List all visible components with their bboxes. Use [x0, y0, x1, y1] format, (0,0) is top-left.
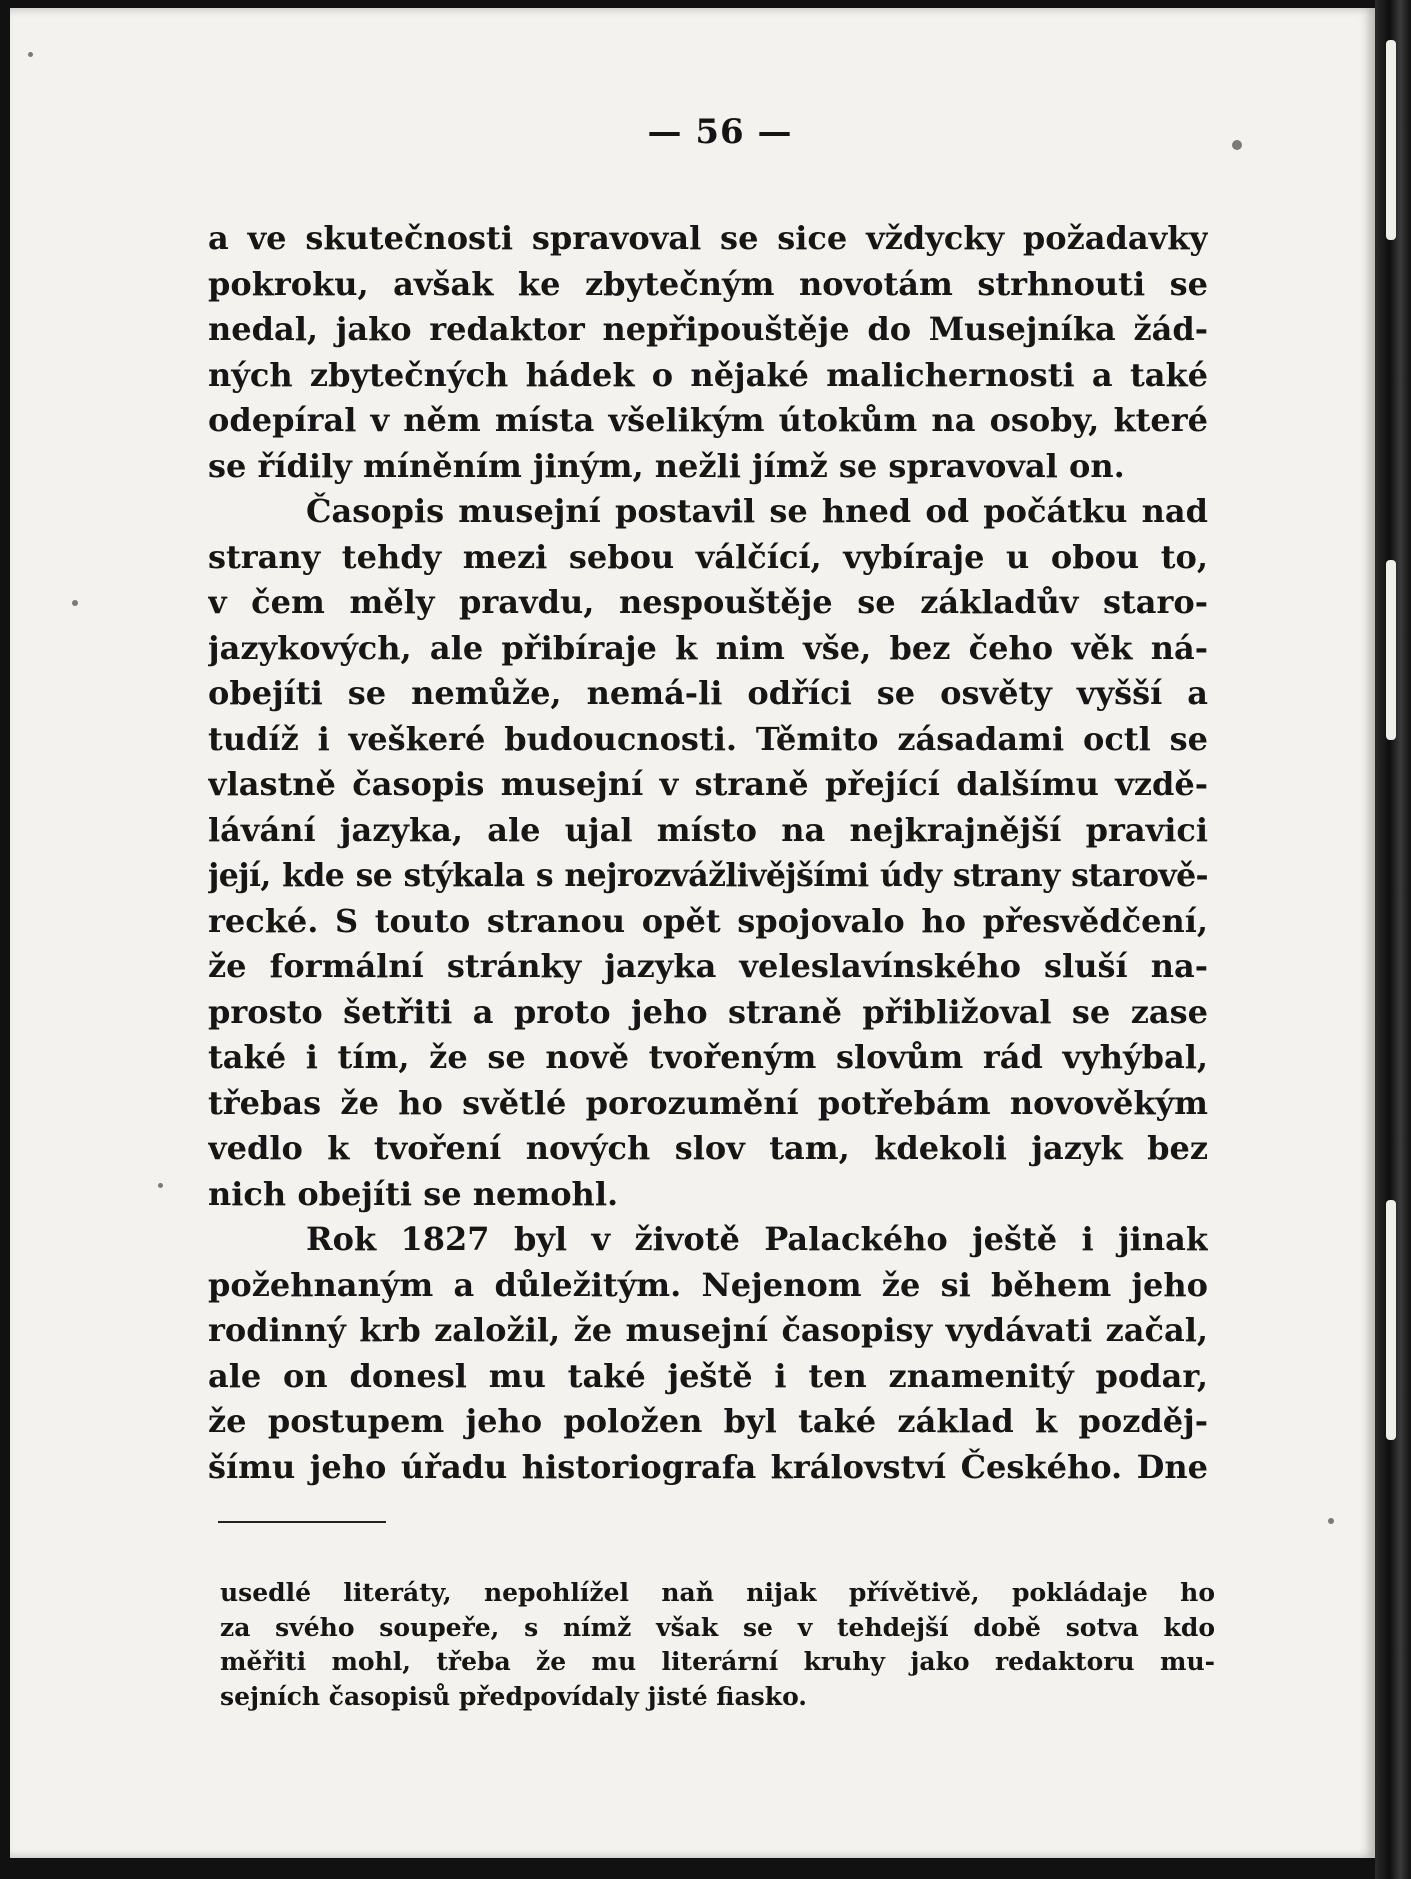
paper-speck: [72, 600, 78, 606]
text-line: odepíral v něm místa všelikým útokům na osoby, které: [208, 401, 1208, 439]
text-line: její, kde se stýkala s nejrozvážlivějšími údy strany starově-: [208, 857, 1208, 894]
body-text: [208, 216, 1208, 1490]
paper-speck: [1328, 1518, 1334, 1524]
text-line: obejíti se nemůže, nemá-li odříci se osvěty vyšší a: [208, 674, 1208, 712]
text-line: Časopis musejní postavil se hned od počátku nad: [306, 492, 1208, 530]
text-line: že formální stránky jazyka veleslavínského sluší na-: [208, 947, 1208, 985]
text-line: strany tehdy mezi sebou válčící, vybíraje u obou to,: [208, 537, 1208, 576]
text-line: lávání jazyka, ale ujal místo na nejkrajnější pravici: [208, 810, 1208, 849]
spine-highlight: [1386, 40, 1396, 240]
text-line: nedal, jako redaktor nepřipouštěje do Musejníka žád-: [208, 310, 1208, 348]
text-line: Rok 1827 byl v životě Palackého ještě i jinak: [306, 1220, 1208, 1258]
text-line: se řídily míněním jiným, nežli jímž se spravoval on.: [208, 446, 1125, 485]
footnote-line: sejních časopisů předpovídaly jisté fiasko.: [220, 1681, 808, 1711]
text-line: recké. S touto stranou opět spojovalo ho přesvědčení,: [208, 901, 1208, 940]
footnote-line: měřiti mohl, třeba že mu literární kruhy jako redaktoru mu-: [220, 1647, 1215, 1676]
text-line: vlastně časopis musejní v straně přející dalšímu vzdě-: [208, 765, 1208, 803]
text-line: požehnaným a důležitým. Nejenom že si během jeho: [208, 1265, 1208, 1304]
book-spine: [1375, 0, 1411, 1879]
footnote-divider: [218, 1521, 386, 1523]
text-line: ale on donesl mu také ještě i ten znamenitý podar,: [208, 1356, 1208, 1395]
text-line: pokroku, avšak ke zbytečným novotám strhnouti se: [208, 264, 1208, 303]
text-line: také i tím, že se nově tvořeným slovům rád vyhýbal,: [208, 1038, 1208, 1076]
spine-highlight: [1386, 560, 1396, 740]
text-line: že postupem jeho položen byl také základ k pozděj-: [208, 1402, 1208, 1440]
text-line: jazykových, ale přibíraje k nim vše, bez čeho věk ná-: [208, 628, 1208, 667]
text-line: ných zbytečných hádek o nějaké malichernosti a také: [208, 355, 1208, 394]
text-line: rodinný krb založil, že musejní časopisy vydávati začal,: [208, 1311, 1208, 1349]
footnote-line: za svého soupeře, s nímž však se v tehdejší době sotva kdo: [220, 1612, 1215, 1642]
page-number: — 56 —: [647, 112, 793, 152]
text-line: tudíž i veškeré budoucnosti. Těmito zásadami octl se: [208, 719, 1208, 758]
text-line: v čem měly pravdu, nespouštěje se základův staro-: [208, 583, 1208, 621]
text-line: třebas že ho světlé porozumění potřebám novověkým: [208, 1083, 1208, 1122]
paper-speck: [158, 1183, 163, 1188]
text-line: šímu jeho úřadu historiografa království Českého. Dne: [208, 1447, 1208, 1486]
footnote-line: usedlé literáty, nepohlížel naň nijak přívětivě, pokládaje ho: [220, 1578, 1215, 1607]
paper-speck: [1232, 140, 1242, 150]
footnote: [220, 1576, 1215, 1714]
paper-speck: [28, 52, 33, 57]
text-line: nich obejíti se nemohl.: [208, 1174, 619, 1213]
text-line: prosto šetřiti a proto jeho straně přibližoval se zase: [208, 992, 1208, 1031]
text-line: a ve skutečnosti spravoval se sice vždycky požadavky: [208, 219, 1208, 257]
spine-highlight: [1386, 1200, 1396, 1440]
text-line: vedlo k tvoření nových slov tam, kdekoli jazyk bez: [208, 1129, 1208, 1167]
